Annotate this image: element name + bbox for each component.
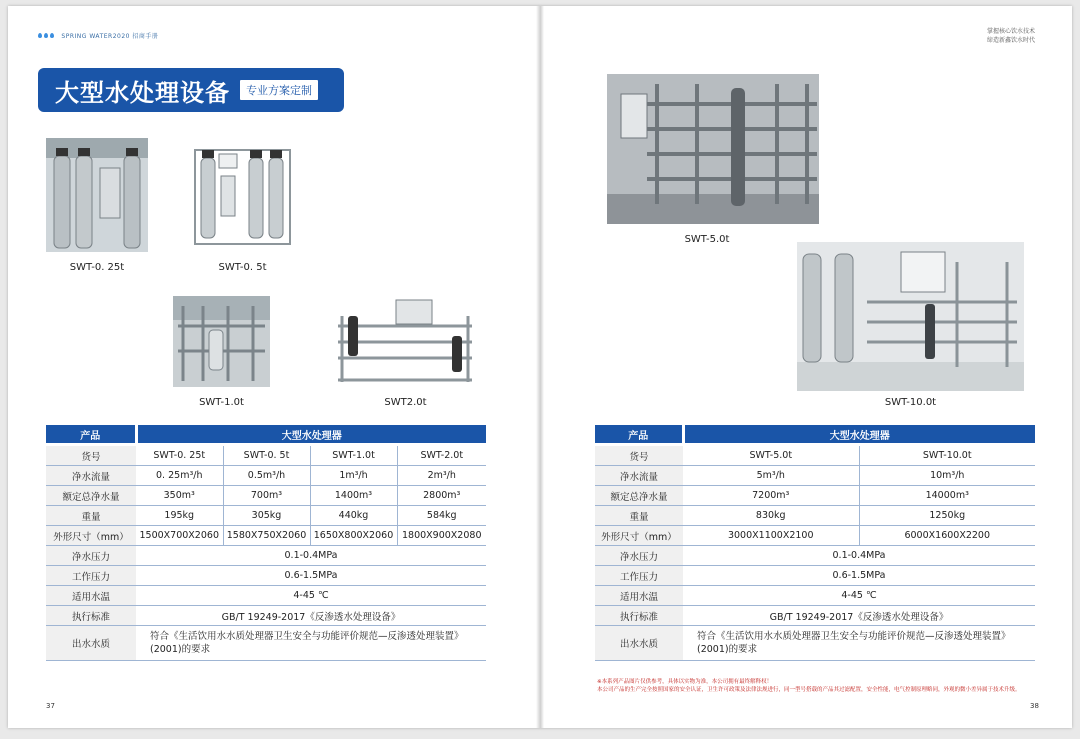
table-row xyxy=(46,506,486,526)
brochure-header-text: SPRING WATER2020 招商手册 xyxy=(61,33,159,40)
table-row xyxy=(595,606,1035,626)
section-title: 大型水处理设备 xyxy=(55,78,230,107)
slogan-line-2: 缔造新鑫饮水时代 xyxy=(986,37,1035,44)
row-label: 出水水质 xyxy=(46,626,136,661)
row-label: 额定总净水量 xyxy=(46,486,136,506)
table-cell: 305kg xyxy=(223,506,310,526)
table-row xyxy=(595,566,1035,586)
table-cell: SWT-0. 25t xyxy=(136,445,223,466)
page-number-left: 37 xyxy=(46,702,55,710)
table-cell: 350m³ xyxy=(136,486,223,506)
table-cell: 10m³/h xyxy=(859,466,1035,486)
group-header: 大型水处理器 xyxy=(683,425,1035,445)
table-cell: 700m³ xyxy=(223,486,310,506)
table-cell: 2m³/h xyxy=(397,466,486,486)
row-label: 外形尺寸（mm） xyxy=(46,526,136,546)
table-row xyxy=(595,586,1035,606)
product-photo-swt-10 xyxy=(173,296,270,387)
table-header-row xyxy=(595,425,1035,445)
table-row xyxy=(46,466,486,486)
disclaimer-line-1: ※本系列产品图片仅供参考，具体以实物为准，本公司拥有最终解释权！ xyxy=(597,679,773,685)
row-label: 外形尺寸（mm） xyxy=(595,526,683,546)
caption-swt-100: SWT-10.0t xyxy=(884,397,937,408)
table-row xyxy=(46,486,486,506)
table-cell: 1250kg xyxy=(859,506,1035,526)
table-cell: 830kg xyxy=(683,506,859,526)
product-header: 产品 xyxy=(595,425,683,445)
slogan-line-1: 掌握核心饮水技术 xyxy=(986,28,1035,35)
disclaimer-notes xyxy=(597,678,1037,694)
table-cell: 4-45 ℃ xyxy=(683,586,1035,606)
row-label: 货号 xyxy=(595,445,683,466)
table-cell: 0.1-0.4MPa xyxy=(136,546,486,566)
row-label: 重量 xyxy=(595,506,683,526)
table-header-row xyxy=(46,425,486,445)
book-spine xyxy=(536,6,544,728)
table-cell: GB/T 19249-2017《反渗透水处理设备》 xyxy=(136,606,486,626)
table-row xyxy=(46,586,486,606)
table-cell: 1400m³ xyxy=(310,486,397,506)
table-cell: 1500X700X2060 xyxy=(136,526,223,546)
caption-swt-10: SWT-1.0t xyxy=(199,397,244,408)
table-cell: 584kg xyxy=(397,506,486,526)
table-cell: 14000m³ xyxy=(859,486,1035,506)
table-row xyxy=(595,526,1035,546)
row-label: 适用水温 xyxy=(46,586,136,606)
caption-swt-50: SWT-5.0t xyxy=(684,234,730,245)
page-number-right: 38 xyxy=(1030,702,1039,710)
table-cell: 1650X800X2060 xyxy=(310,526,397,546)
table-row xyxy=(46,445,486,466)
row-label: 净水压力 xyxy=(595,546,683,566)
disclaimer-line-2: 本公司产品的生产完全按照国家的安全认证，卫生许可政策及法律法规进行，同一型号搭载的产品其过滤配置，安全性能，电气控制原理略同，外观的微小差异属于技术升级。 xyxy=(597,687,1021,693)
slogan xyxy=(987,27,1035,45)
table-row xyxy=(46,526,486,546)
table-row xyxy=(595,546,1035,566)
product-photo-swt-20 xyxy=(332,296,479,387)
table-row xyxy=(46,566,486,586)
table-row xyxy=(46,606,486,626)
table-cell: 0.5m³/h xyxy=(223,466,310,486)
table-cell: GB/T 19249-2017《反渗透水处理设备》 xyxy=(683,606,1035,626)
row-label: 净水压力 xyxy=(46,546,136,566)
table-row xyxy=(46,546,486,566)
table-cell: SWT-1.0t xyxy=(310,445,397,466)
product-photo-swt-05 xyxy=(191,146,294,251)
product-photo-swt-50 xyxy=(607,74,819,224)
spec-table-right xyxy=(595,425,1035,661)
table-cell: 符合《生活饮用水水质处理器卫生安全与功能评价规范—反渗透处理装置》(2001)的要求 xyxy=(136,626,486,661)
row-label: 重量 xyxy=(46,506,136,526)
row-label: 净水流量 xyxy=(46,466,136,486)
table-cell: 440kg xyxy=(310,506,397,526)
table-cell: 1m³/h xyxy=(310,466,397,486)
table-cell: 3000X1100X2100 xyxy=(683,526,859,546)
table-row xyxy=(595,445,1035,466)
table-cell: 1580X750X2060 xyxy=(223,526,310,546)
table-cell: 195kg xyxy=(136,506,223,526)
table-row xyxy=(595,486,1035,506)
table-cell: 2800m³ xyxy=(397,486,486,506)
product-photo-swt-025 xyxy=(46,138,148,252)
table-row xyxy=(595,506,1035,526)
table-cell: SWT-5.0t xyxy=(683,445,859,466)
table-row xyxy=(595,626,1035,661)
table-cell: 5m³/h xyxy=(683,466,859,486)
brochure-header xyxy=(38,31,158,40)
row-label: 执行标准 xyxy=(46,606,136,626)
caption-swt-05: SWT-0. 5t xyxy=(218,262,267,273)
table-cell: SWT-10.0t xyxy=(859,445,1035,466)
table-cell: 1800X900X2080 xyxy=(397,526,486,546)
row-label: 执行标准 xyxy=(595,606,683,626)
table-cell: 符合《生活饮用水水质处理器卫生安全与功能评价规范—反渗透处理装置》(2001)的要求 xyxy=(683,626,1035,661)
caption-swt-20: SWT2.0t xyxy=(384,397,427,408)
row-label: 工作压力 xyxy=(46,566,136,586)
table-cell: 0.6-1.5MPa xyxy=(683,566,1035,586)
spec-table-left xyxy=(46,425,486,661)
table-cell: 4-45 ℃ xyxy=(136,586,486,606)
row-label: 工作压力 xyxy=(595,566,683,586)
section-title-bar xyxy=(38,68,344,112)
water-drops-icon xyxy=(38,33,56,40)
table-cell: 0. 25m³/h xyxy=(136,466,223,486)
product-photo-swt-100 xyxy=(797,242,1024,391)
table-cell: 7200m³ xyxy=(683,486,859,506)
table-cell: 0.6-1.5MPa xyxy=(136,566,486,586)
table-cell: 6000X1600X2200 xyxy=(859,526,1035,546)
caption-swt-025: SWT-0. 25t xyxy=(69,262,125,273)
row-label: 货号 xyxy=(46,445,136,466)
row-label: 出水水质 xyxy=(595,626,683,661)
table-row xyxy=(46,626,486,661)
table-cell: SWT-2.0t xyxy=(397,445,486,466)
table-cell: 0.1-0.4MPa xyxy=(683,546,1035,566)
table-row xyxy=(595,466,1035,486)
section-badge: 专业方案定制 xyxy=(239,79,319,101)
table-cell: SWT-0. 5t xyxy=(223,445,310,466)
row-label: 净水流量 xyxy=(595,466,683,486)
row-label: 适用水温 xyxy=(595,586,683,606)
group-header: 大型水处理器 xyxy=(136,425,486,445)
row-label: 额定总净水量 xyxy=(595,486,683,506)
product-header: 产品 xyxy=(46,425,136,445)
